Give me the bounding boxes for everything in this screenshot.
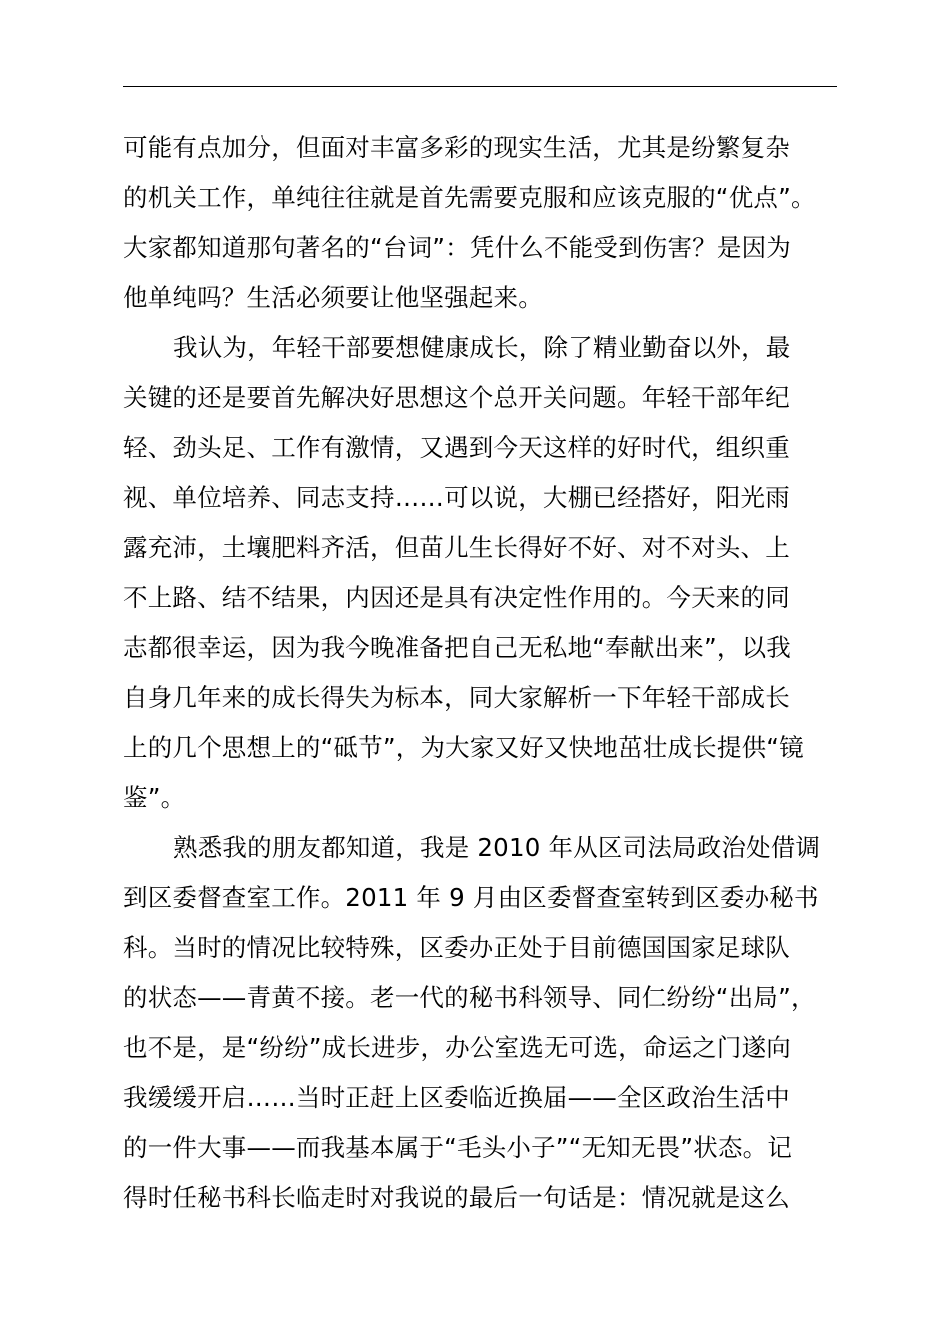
text-line: 得时任秘书科长临走时对我说的最后一句话是：情况就是这么 bbox=[123, 1183, 790, 1212]
text-line: 鉴”。 bbox=[123, 783, 186, 812]
text-line: 轻、劲头足、工作有激情，又遇到今天这样的好时代，组织重 bbox=[123, 433, 790, 462]
text-line: 自身几年来的成长得失为标本，同大家解析一下年轻干部成长 bbox=[123, 683, 790, 712]
paragraph-first-line: 我认为，年轻干部要想健康成长，除了精业勤奋以外，最 bbox=[173, 333, 791, 362]
header-rule bbox=[123, 86, 837, 87]
text-line: 科。当时的情况比较特殊，区委办正处于目前德国国家足球队 bbox=[123, 933, 790, 962]
text-line: 大家都知道那句著名的“台词”：凭什么不能受到伤害？是因为 bbox=[123, 233, 791, 262]
text-line: 视、单位培养、同志支持……可以说，大棚已经搭好，阳光雨 bbox=[123, 483, 790, 512]
text-line: 我缓缓开启……当时正赶上区委临近换届——全区政治生活中 bbox=[123, 1083, 790, 1112]
text-line: 可能有点加分，但面对丰富多彩的现实生活，尤其是纷繁复杂 bbox=[123, 133, 790, 162]
text-line: 不上路、结不结果，内因还是具有决定性作用的。今天来的同 bbox=[123, 583, 790, 612]
text-line: 露充沛，土壤肥料齐活，但苗儿生长得好不好、对不对头、上 bbox=[123, 533, 790, 562]
text-line: 关键的还是要首先解决好思想这个总开关问题。年轻干部年纪 bbox=[123, 383, 790, 412]
text-line: 上的几个思想上的“砥节”，为大家又好又快地茁壮成长提供“镜 bbox=[123, 733, 804, 762]
text-line: 他单纯吗？生活必须要让他坚强起来。 bbox=[123, 283, 543, 312]
text-line: 志都很幸运，因为我今晚准备把自己无私地“奉献出来”，以我 bbox=[123, 633, 791, 662]
text-line: 也不是，是“纷纷”成长进步，办公室选无可选，命运之门遂向 bbox=[123, 1033, 791, 1062]
text-line: 的机关工作，单纯往往就是首先需要克服和应该克服的“优点”。 bbox=[123, 183, 816, 212]
text-line: 的状态——青黄不接。老一代的秘书科领导、同仁纷纷“出局”， bbox=[123, 983, 816, 1012]
paragraph-first-line: 熟悉我的朋友都知道，我是 2010 年从区司法局政治处借调 bbox=[173, 833, 821, 862]
text-line: 的一件大事——而我基本属于“毛头小子”“无知无畏”状态。记 bbox=[123, 1133, 793, 1162]
text-line: 到区委督查室工作。2011 年 9 月由区委督查室转到区委办秘书 bbox=[123, 883, 819, 912]
